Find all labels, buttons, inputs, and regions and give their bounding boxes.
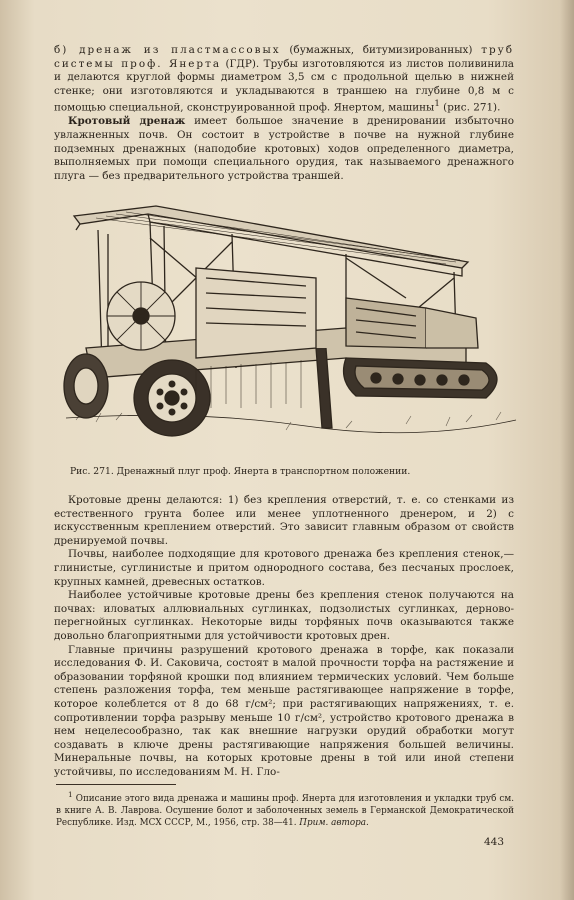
top-text-block xyxy=(54,44,514,183)
paragraph-mole-drainage: Кротовый дренаж имеет большое значение в дренировании избыточно увлажненных почв. Он состоит в устройстве в почве на нужной глубине подземных дренажных (наподобие кротовых) ходов определенного диаметра, выполняемых при помощи специального орудия, так называемого дренажного плуга — без предварительного устройства траншей. xyxy=(54,115,515,182)
drainage-plow-drawing xyxy=(46,198,522,456)
page-gutter-shadow xyxy=(560,0,574,900)
paragraph-plastic-drainage: б) дренаж из пластмассовых (бумажных, битумизированных) труб системы проф. Янерта (ГДР). Трубы изготовляются из листов поливинила и делаются круглой формы диаметром 3,5 см с продольной щелью в нижней стенке; они изготовляются и укладываются в траншею на глубине 0,8 м с помощью специальной, сконструированной проф. Янертом, машины$^1$ (рис. 271). xyxy=(54,44,514,114)
figure-drainage-plow-illustration xyxy=(46,198,522,456)
body-paragraph: Главные причины разрушений кротового дренажа в торфе, как показали исследования Ф. И. Саковича, состоят в малой прочности торфа на растяжение и образовании торфяной крошки под влиянием термических условий. Чем больше степень разложения торфа, тем меньше растягивающее напряжение в торфе, которое колеблется от 8 до 68 г/см²; при растягивающих напряжениях, т. е. сопротивлении торфа разрыву меньше 10 г/см², устройство кротового дренажа в нем нецелесообразно, так как внешние нагрузки орудий обработки могут создавать в ключе дрены растягивающие напряжения большей величины. Минеральные почвы, на которых кротовые дрены в той или иной степени устойчивы, по исследованиям М. Н. Гло- xyxy=(54,643,514,778)
footnote xyxy=(56,789,514,829)
footnote-ref: 1 xyxy=(434,99,440,110)
body-paragraph: Кротовые дрены делаются: 1) без крепления отверстий, т. е. со стенками из естественного грунта более или менее уплотненного дренером, и 2) с искусственным креплением отверстий. Это зависит главным образом от свойств дренируемой почвы. xyxy=(54,494,514,547)
body-text-block xyxy=(54,494,514,779)
footnote-text: $^1$ Описание этого вида дренажа и машины проф. Янерта для изготовления и укладки труб см. в книге А. В. Лаврова. Осушение болот и заболоченных земель в Германской Демократической Республике. Изд. МСХ СССР, М., 1956, стр. 38—41. Прим. автора. xyxy=(56,790,514,828)
body-paragraph: Наиболее устойчивые кротовые дрены без крепления стенок получаются на почвах: иловатых аллювиальных суглинках, подзолистых суглинках, дерново-перегнойных суглинках. Некоторые виды торфяных почв оказываются также довольно благоприятными для устойчивости кротовых дрен. xyxy=(54,589,514,642)
page-number: 443 xyxy=(484,836,505,848)
figure-caption: Рис. 271. Дренажный плуг проф. Янерта в транспортном положении. xyxy=(70,466,411,477)
body-paragraph: Почвы, наиболее подходящие для кротового дренажа без крепления стенок,— глинистые, суглинистые и притом однородного состава, без песчаных прослоек, крупных камней, древесных остатков. xyxy=(54,548,514,588)
footnote-divider xyxy=(56,784,176,785)
